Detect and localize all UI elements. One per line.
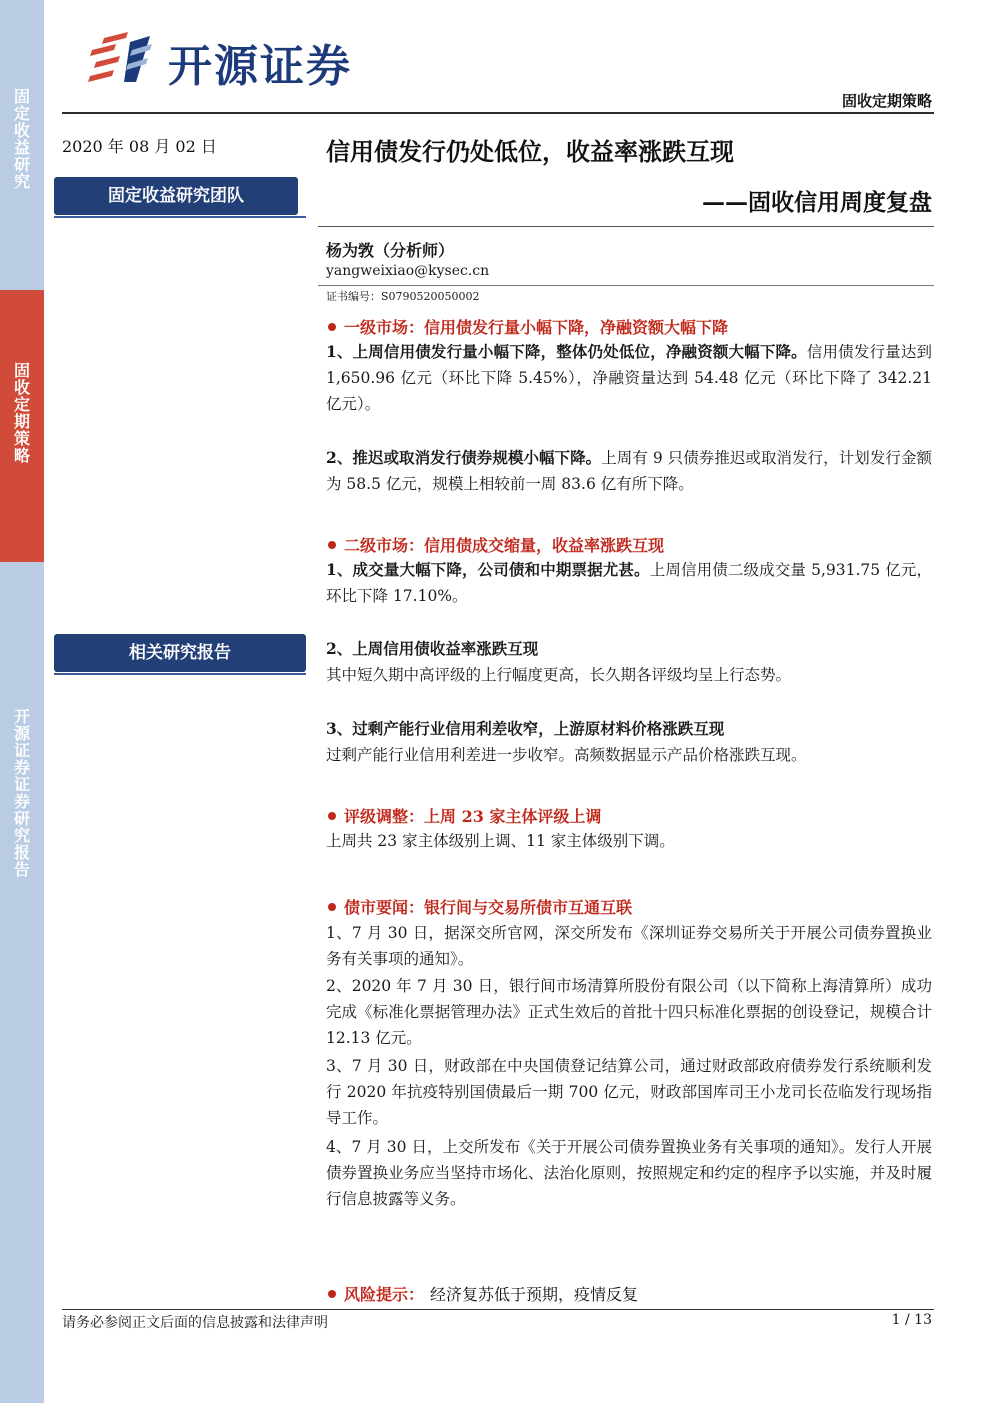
news-item-4: 4、7 月 30 日，上交所发布《关于开展公司债券置换业务有关事项的通知》。发行人开展债券置换业务应当坚持市场化、法治化原则，按照规定和约定的程序予以实施，并及时履行信息披露等义务。 bbox=[326, 1138, 932, 1208]
section-heading-news: 债市要闻：银行间与交易所债市互通互联 bbox=[328, 895, 632, 918]
bullet-dot-icon bbox=[328, 541, 336, 549]
news-item-1: 1、7 月 30 日，据深交所官网，深交所发布《深圳证券交易所关于开展公司债券置换业务有关事项的通知》。 bbox=[326, 924, 932, 968]
strip-label-strategy: 固收定期策略 bbox=[0, 290, 44, 562]
section-heading-primary: 一级市场：信用债发行量小幅下降，净融资额大幅下降 bbox=[328, 315, 728, 338]
related-reports-badge: 相关研究报告 bbox=[54, 634, 306, 672]
bullet-dot-icon bbox=[328, 1290, 336, 1298]
bullet-dot-icon bbox=[328, 903, 336, 911]
report-title: 信用债发行仍处低位，收益率涨跌互现 bbox=[326, 137, 734, 166]
team-badge: 固定收益研究团队 bbox=[54, 177, 298, 215]
paragraph-secondary-3-heading: 3、过剩产能行业信用利差收窄，上游原材料价格涨跌互现 bbox=[326, 719, 725, 738]
paragraph-secondary-2-heading: 2、上周信用债收益率涨跌互现 bbox=[326, 639, 539, 658]
company-name: 开源证券 bbox=[168, 41, 352, 92]
bullet-dot-icon bbox=[328, 323, 336, 331]
footer-disclaimer: 请务必参阅正文后面的信息披露和法律声明 bbox=[62, 1315, 328, 1331]
report-date: 2020 年 08 月 02 日 bbox=[62, 137, 217, 156]
header-divider bbox=[62, 112, 934, 114]
strip-label-research: 固定收益研究 bbox=[13, 87, 30, 191]
news-item-2: 2、2020 年 7 月 30 日，银行间市场清算所股份有限公司（以下简称上海清算所）成功完成《标准化票据管理办法》正式生效后的首批十四只标准化票据的创设登记，规模合计 12.13 亿元。 bbox=[326, 977, 932, 1047]
company-logo-icon bbox=[86, 30, 160, 86]
page-number: 1 / 13 bbox=[891, 1312, 932, 1328]
report-type-tag: 固收定期策略 bbox=[841, 92, 932, 110]
title-divider bbox=[318, 226, 934, 227]
analyst-name: 杨为敩（分析师） bbox=[326, 241, 455, 260]
related-divider bbox=[54, 673, 306, 675]
paragraph-secondary-3: 过剩产能行业信用利差进一步收窄。高频数据显示产品价格涨跌互现。 bbox=[326, 746, 807, 764]
risk-text: 经济复苏低于预期，疫情反复 bbox=[430, 1285, 639, 1304]
footer-divider bbox=[62, 1309, 934, 1310]
paragraph-secondary-2: 其中短久期中高评级的上行幅度更高，长久期各评级均呈上行态势。 bbox=[326, 666, 792, 684]
analyst-cert: 证书编号：S0790520050002 bbox=[326, 290, 480, 303]
paragraph-primary-1: 1、上周信用债发行量小幅下降，整体仍处低位，净融资额大幅下降。信用债发行量达到 1,650.96 亿元（环比下降 5.45%），净融资量达到 54.48 亿元（环比下降了 342.21 亿元）。 bbox=[326, 342, 932, 413]
bullet-dot-icon bbox=[328, 812, 336, 820]
section-heading-rating: 评级调整：上周 23 家主体评级上调 bbox=[328, 804, 601, 827]
analyst-divider bbox=[318, 285, 934, 286]
section-heading-secondary: 二级市场：信用债成交缩量，收益率涨跌互现 bbox=[328, 533, 664, 556]
section-heading-risk: 风险提示： 经济复苏低于预期，疫情反复 bbox=[328, 1282, 638, 1305]
paragraph-secondary-1: 1、成交量大幅下降，公司债和中期票据尤甚。上周信用债二级成交量 5,931.75 亿元，环比下降 17.10%。 bbox=[326, 560, 932, 605]
team-divider bbox=[54, 216, 306, 218]
strip-label-report: 开源证券 证券研究报告 bbox=[13, 707, 30, 879]
report-subtitle: ——固收信用周度复盘 bbox=[702, 189, 932, 216]
news-item-3: 3、7 月 30 日，财政部在中央国债登记结算公司，通过财政部政府债券发行系统顺利发行 2020 年抗疫特别国债最后一期 700 亿元，财政部国库司王小龙司长莅临发行现场指导工作。 bbox=[326, 1057, 932, 1127]
analyst-email[interactable]: yangweixiao@kysec.cn bbox=[326, 263, 490, 279]
paragraph-primary-2: 2、推迟或取消发行债券规模小幅下降。上周有 9 只债券推迟或取消发行，计划发行金额为 58.5 亿元，规模上相较前一周 83.6 亿有所下降。 bbox=[326, 448, 932, 493]
left-side-strip bbox=[0, 0, 44, 1403]
paragraph-rating: 上周共 23 家主体级别上调、11 家主体级别下调。 bbox=[326, 832, 675, 850]
